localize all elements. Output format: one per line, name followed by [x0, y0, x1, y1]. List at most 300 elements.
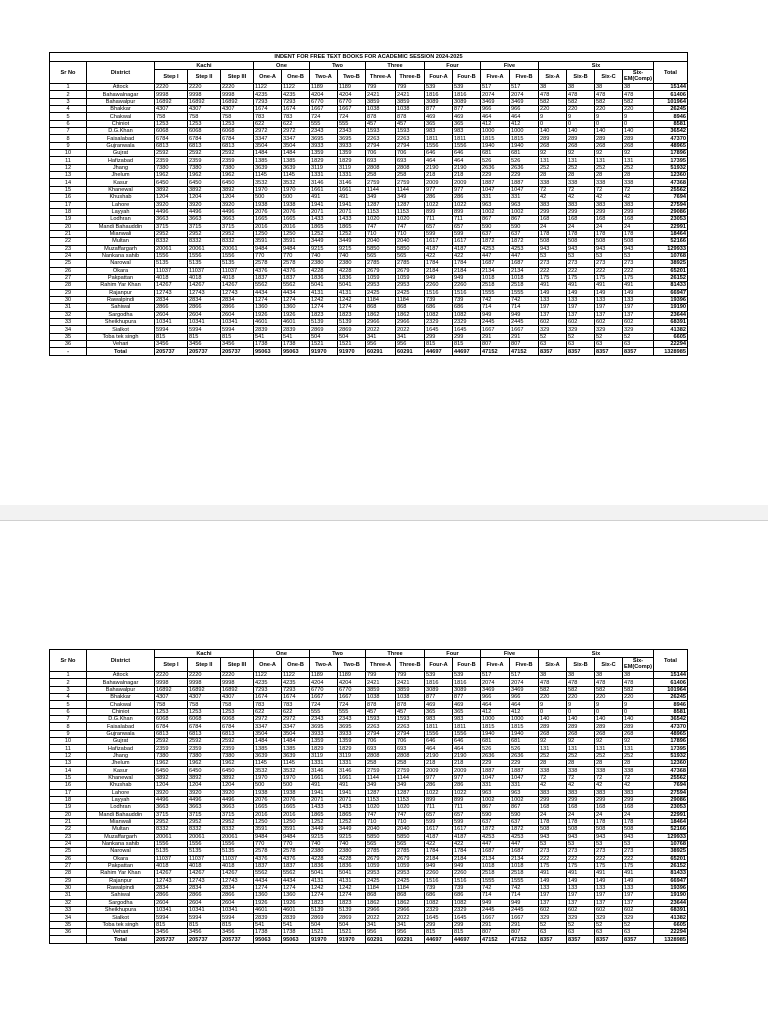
- cell-value: 983: [453, 128, 481, 135]
- col-header: One-A: [254, 658, 282, 672]
- col-header: Step III: [221, 658, 254, 672]
- cell-value: 637: [481, 818, 510, 825]
- cell-value: 447: [510, 252, 539, 259]
- cell-value: 1145: [282, 760, 310, 767]
- cell-value: 815: [155, 333, 188, 340]
- cell-value: 5994: [188, 326, 221, 333]
- cell-value: 38: [567, 672, 595, 679]
- cell-value: 3591: [282, 826, 310, 833]
- cell-value: 42: [539, 194, 567, 201]
- cell-value: 2329: [425, 319, 453, 326]
- cell-value: 963: [510, 201, 539, 208]
- cell-value: 3591: [254, 238, 282, 245]
- cell-total: 26152: [653, 274, 687, 281]
- cell-value: 949: [453, 274, 481, 281]
- table-row: [50, 84, 688, 91]
- cell-value: 868: [366, 304, 396, 311]
- cell-value: 517: [510, 672, 539, 679]
- cell-value: 2759: [366, 767, 396, 774]
- cell-value: 1836: [338, 862, 366, 869]
- cell-value: 1816: [425, 679, 453, 686]
- cell-district: Rawalpindi: [87, 884, 155, 891]
- table-row: [50, 120, 688, 127]
- cell-value: 4018: [221, 274, 254, 281]
- cell-value: 1674: [254, 106, 282, 113]
- cell-value: 740: [310, 840, 338, 847]
- cell-value: 95063: [282, 936, 310, 943]
- cell-sr-no: [50, 936, 87, 943]
- cell-value: 1022: [453, 789, 481, 796]
- cell-value: 4131: [310, 877, 338, 884]
- cell-value: 197: [539, 304, 567, 311]
- cell-value: 92: [595, 150, 623, 157]
- cell-value: 2076: [282, 208, 310, 215]
- cell-value: 4187: [453, 833, 481, 840]
- cell-value: 1816: [425, 91, 453, 98]
- cell-value: 2074: [481, 91, 510, 98]
- cell-value: 4018: [188, 862, 221, 869]
- cell-value: 1274: [254, 884, 282, 891]
- cell-value: 5994: [155, 914, 188, 921]
- cell-value: 329: [623, 326, 654, 333]
- cell-value: 9: [595, 113, 623, 120]
- cell-value: 1887: [510, 179, 539, 186]
- cell-value: 2759: [396, 767, 425, 774]
- cell-value: 2966: [396, 319, 425, 326]
- cell-value: 447: [510, 840, 539, 847]
- col-header: Three-A: [366, 70, 396, 84]
- cell-value: 341: [396, 921, 425, 928]
- cell-value: 2380: [310, 848, 338, 855]
- cell-value: 0: [567, 120, 595, 127]
- cell-value: 329: [595, 326, 623, 333]
- cell-value: 541: [282, 921, 310, 928]
- cell-value: 2071: [338, 208, 366, 215]
- cell-value: 273: [623, 848, 654, 855]
- cell-value: 555: [338, 120, 366, 127]
- cell-value: 220: [567, 694, 595, 701]
- cell-value: 2604: [221, 899, 254, 906]
- cell-district: Rahim Yar Khan: [87, 282, 155, 289]
- cell-value: 2869: [310, 326, 338, 333]
- cell-value: 60291: [396, 348, 425, 355]
- cell-value: 1385: [282, 157, 310, 164]
- cell-value: 646: [425, 738, 453, 745]
- cell-value: 1287: [366, 201, 396, 208]
- cell-value: 338: [567, 767, 595, 774]
- cell-value: 252: [595, 164, 623, 171]
- cell-sr-no: 26: [50, 267, 87, 274]
- cell-value: 2022: [366, 914, 396, 921]
- cell-value: 2040: [366, 238, 396, 245]
- cell-total: 48965: [653, 142, 687, 149]
- cell-value: 299: [595, 796, 623, 803]
- cell-total: 23644: [653, 311, 687, 318]
- cell-value: 149: [623, 289, 654, 296]
- cell-value: 2071: [310, 796, 338, 803]
- cell-value: 4376: [282, 267, 310, 274]
- cell-value: 222: [623, 855, 654, 862]
- cell-value: 1962: [155, 760, 188, 767]
- cell-value: 599: [425, 230, 453, 237]
- cell-value: 63: [539, 929, 567, 936]
- cell-sr-no: 17: [50, 201, 87, 208]
- cell-value: 657: [425, 811, 453, 818]
- cell-value: 1667: [338, 694, 366, 701]
- cell-sr-no: 16: [50, 194, 87, 201]
- cell-value: 2022: [396, 326, 425, 333]
- cell-value: 273: [567, 260, 595, 267]
- cell-value: 137: [539, 899, 567, 906]
- cell-total: 81433: [653, 870, 687, 877]
- cell-value: 1189: [338, 672, 366, 679]
- cell-value: 1556: [453, 730, 481, 737]
- cell-value: 1970: [282, 186, 310, 193]
- cell-value: 469: [425, 701, 453, 708]
- cell-value: 175: [623, 274, 654, 281]
- cell-value: 10341: [221, 907, 254, 914]
- cell-district: Lodhran: [87, 804, 155, 811]
- cell-value: 329: [539, 914, 567, 921]
- cell-value: 24: [539, 223, 567, 230]
- cell-value: 149: [567, 877, 595, 884]
- cell-value: 681: [510, 738, 539, 745]
- cell-district: Chiniot: [87, 708, 155, 715]
- group-header-two: Two: [310, 62, 366, 70]
- cell-district: Hafizabad: [87, 745, 155, 752]
- cell-value: 12743: [155, 289, 188, 296]
- cell-value: 1204: [221, 782, 254, 789]
- cell-total: 41382: [653, 914, 687, 921]
- cell-sr-no: 27: [50, 274, 87, 281]
- table-row: [50, 150, 688, 157]
- cell-value: 5994: [221, 326, 254, 333]
- cell-total: 1328985: [653, 936, 687, 943]
- cell-value: 1153: [366, 208, 396, 215]
- cell-total: 51932: [653, 164, 687, 171]
- cell-value: 622: [282, 708, 310, 715]
- cell-value: 1059: [366, 274, 396, 281]
- group-header-four: Four: [425, 62, 481, 70]
- cell-value: 2636: [510, 164, 539, 171]
- cell-sr-no: 27: [50, 862, 87, 869]
- cell-total: 29086: [653, 796, 687, 803]
- col-header: Five-B: [510, 658, 539, 672]
- cell-value: 2220: [221, 672, 254, 679]
- cell-value: 16892: [221, 98, 254, 105]
- cell-value: 4307: [155, 106, 188, 113]
- table-row: [50, 341, 688, 348]
- cell-value: 943: [623, 245, 654, 252]
- cell-district: Bhakkar: [87, 694, 155, 701]
- cell-value: 3663: [221, 216, 254, 223]
- cell-value: 28: [595, 760, 623, 767]
- cell-value: 491: [338, 194, 366, 201]
- cell-value: 268: [595, 730, 623, 737]
- cell-value: 1556: [453, 142, 481, 149]
- cell-value: 1184: [396, 884, 425, 891]
- cell-sr-no: 28: [50, 282, 87, 289]
- cell-value: 268: [623, 730, 654, 737]
- cell-value: 1872: [510, 238, 539, 245]
- cell-value: 6784: [221, 135, 254, 142]
- cell-value: 878: [396, 701, 425, 708]
- cell-value: 9215: [338, 833, 366, 840]
- cell-value: 710: [366, 818, 396, 825]
- cell-value: 28: [539, 760, 567, 767]
- cell-value: 2421: [366, 679, 396, 686]
- cell-value: 681: [481, 150, 510, 157]
- cell-value: 3469: [481, 98, 510, 105]
- cell-value: 491: [623, 870, 654, 877]
- cell-value: 2359: [155, 157, 188, 164]
- cell-value: 2184: [425, 855, 453, 862]
- cell-value: 1938: [254, 201, 282, 208]
- cell-value: 3591: [254, 826, 282, 833]
- cell-value: 539: [453, 672, 481, 679]
- cell-value: 8332: [155, 826, 188, 833]
- cell-value: 539: [425, 84, 453, 91]
- cell-value: 72: [567, 774, 595, 781]
- document-page-1: [0, 0, 768, 505]
- col-header: Four-B: [453, 658, 481, 672]
- cell-value: 868: [396, 892, 425, 899]
- table-row: [50, 282, 688, 289]
- cell-value: 1962: [221, 760, 254, 767]
- table-row: [50, 326, 688, 333]
- cell-value: 517: [481, 672, 510, 679]
- cell-value: 140: [539, 716, 567, 723]
- cell-value: 6068: [188, 128, 221, 135]
- cell-value: 222: [539, 855, 567, 862]
- cell-value: 131: [623, 745, 654, 752]
- cell-sr-no: 34: [50, 326, 87, 333]
- cell-value: 1250: [254, 230, 282, 237]
- cell-value: 8357: [567, 936, 595, 943]
- cell-value: 706: [396, 150, 425, 157]
- cell-value: 4253: [481, 245, 510, 252]
- cell-value: 38: [539, 672, 567, 679]
- cell-value: 95063: [282, 348, 310, 355]
- cell-value: 6813: [221, 730, 254, 737]
- cell-value: 966: [510, 106, 539, 113]
- cell-value: 1145: [282, 172, 310, 179]
- cell-value: 1484: [254, 738, 282, 745]
- cell-value: 1253: [155, 708, 188, 715]
- table-row: [50, 855, 688, 862]
- cell-value: 949: [425, 862, 453, 869]
- cell-value: 1926: [282, 899, 310, 906]
- cell-value: 1020: [396, 804, 425, 811]
- cell-value: 1667: [481, 326, 510, 333]
- cell-value: 1836: [338, 274, 366, 281]
- cell-sr-no: 28: [50, 870, 87, 877]
- cell-value: 1862: [396, 899, 425, 906]
- cell-value: 9215: [310, 833, 338, 840]
- cell-value: 770: [282, 840, 310, 847]
- cell-value: 331: [510, 782, 539, 789]
- cell-value: 5135: [188, 260, 221, 267]
- cell-value: 1940: [481, 730, 510, 737]
- cell-district: Toba tek singh: [87, 333, 155, 340]
- cell-value: 706: [366, 738, 396, 745]
- cell-value: 4434: [282, 877, 310, 884]
- cell-value: 1556: [188, 840, 221, 847]
- cell-value: 2578: [282, 848, 310, 855]
- cell-value: 168: [595, 216, 623, 223]
- cell-value: 491: [595, 282, 623, 289]
- cell-value: 711: [453, 216, 481, 223]
- cell-value: 63: [623, 341, 654, 348]
- cell-value: 47152: [481, 936, 510, 943]
- cell-value: 205737: [221, 936, 254, 943]
- cell-value: 758: [221, 701, 254, 708]
- cell-value: 1667: [481, 914, 510, 921]
- cell-value: 739: [425, 884, 453, 891]
- cell-value: 3119: [338, 164, 366, 171]
- cell-value: 1204: [188, 782, 221, 789]
- cell-district: Faisalabad: [87, 135, 155, 142]
- cell-value: 4376: [254, 267, 282, 274]
- cell-value: 16892: [155, 686, 188, 693]
- cell-value: 1287: [366, 789, 396, 796]
- cell-value: 2839: [282, 326, 310, 333]
- cell-value: 1593: [366, 128, 396, 135]
- cell-district: Lahore: [87, 789, 155, 796]
- cell-sr-no: 2: [50, 91, 87, 98]
- cell-value: 1018: [481, 862, 510, 869]
- cell-value: 2040: [396, 238, 425, 245]
- cell-value: 2869: [338, 914, 366, 921]
- col-header-district: District: [87, 650, 155, 672]
- cell-value: 2220: [221, 84, 254, 91]
- cell-value: 637: [481, 230, 510, 237]
- cell-total: 27594: [653, 201, 687, 208]
- cell-value: 815: [188, 921, 221, 928]
- cell-sr-no: 3: [50, 98, 87, 105]
- cell-value: 1667: [310, 694, 338, 701]
- cell-value: 478: [567, 91, 595, 98]
- cell-value: 582: [567, 98, 595, 105]
- cell-value: 464: [510, 113, 539, 120]
- cell-value: 3469: [510, 98, 539, 105]
- cell-value: 2636: [481, 164, 510, 171]
- cell-district: Okara: [87, 267, 155, 274]
- cell-value: 42: [595, 782, 623, 789]
- cell-value: 383: [567, 201, 595, 208]
- cell-value: 1038: [396, 694, 425, 701]
- cell-value: 178: [539, 818, 567, 825]
- cell-value: 1274: [282, 296, 310, 303]
- cell-value: 2009: [453, 179, 481, 186]
- cell-value: 491: [310, 782, 338, 789]
- cell-value: 602: [539, 907, 567, 914]
- cell-value: 491: [539, 870, 567, 877]
- cell-value: 3695: [338, 723, 366, 730]
- cell-value: 1274: [338, 304, 366, 311]
- table-row: [50, 106, 688, 113]
- cell-sr-no: 13: [50, 172, 87, 179]
- cell-value: 205737: [155, 348, 188, 355]
- cell-value: 2190: [425, 164, 453, 171]
- cell-value: 3347: [254, 723, 282, 730]
- cell-value: 4307: [155, 694, 188, 701]
- cell-value: 582: [623, 98, 654, 105]
- cell-value: 8332: [221, 238, 254, 245]
- cell-value: 4228: [310, 855, 338, 862]
- table-body: [50, 84, 688, 356]
- cell-value: 983: [425, 716, 453, 723]
- cell-value: 42: [623, 782, 654, 789]
- cell-value: 742: [510, 296, 539, 303]
- cell-value: 1385: [254, 745, 282, 752]
- cell-total: 22294: [653, 929, 687, 936]
- cell-value: 3639: [282, 164, 310, 171]
- cell-value: 1556: [188, 252, 221, 259]
- cell-total: 41382: [653, 326, 687, 333]
- cell-value: 329: [623, 914, 654, 921]
- cell-value: 3146: [338, 179, 366, 186]
- cell-value: 1815: [510, 135, 539, 142]
- table-row: [50, 884, 688, 891]
- cell-value: 286: [453, 782, 481, 789]
- cell-district: Khushab: [87, 194, 155, 201]
- cell-value: 5041: [310, 870, 338, 877]
- cell-value: 2972: [282, 716, 310, 723]
- cell-value: 10341: [155, 907, 188, 914]
- cell-value: 289: [623, 723, 654, 730]
- cell-value: 349: [366, 782, 396, 789]
- cell-value: 491: [623, 282, 654, 289]
- cell-sr-no: 24: [50, 252, 87, 259]
- cell-sr-no: 30: [50, 884, 87, 891]
- cell-value: 3591: [282, 238, 310, 245]
- cell-total: 6605: [653, 921, 687, 928]
- cell-value: 133: [623, 884, 654, 891]
- title-row: [50, 53, 688, 62]
- cell-total: 22991: [653, 811, 687, 818]
- cell-value: 5562: [282, 870, 310, 877]
- cell-value: 72: [595, 186, 623, 193]
- cell-value: 478: [595, 91, 623, 98]
- cell-value: 1962: [155, 172, 188, 179]
- cell-value: 9998: [155, 91, 188, 98]
- cell-value: 1002: [481, 208, 510, 215]
- cell-value: 1938: [282, 201, 310, 208]
- cell-value: 365: [425, 708, 453, 715]
- cell-value: 5562: [254, 282, 282, 289]
- cell-value: 2074: [510, 679, 539, 686]
- cell-value: 2839: [254, 326, 282, 333]
- cell-value: 140: [567, 128, 595, 135]
- cell-value: 541: [254, 921, 282, 928]
- cell-value: 6068: [188, 716, 221, 723]
- cell-value: 1887: [481, 179, 510, 186]
- table-row: [50, 91, 688, 98]
- cell-value: 877: [425, 106, 453, 113]
- cell-total: 101964: [653, 686, 687, 693]
- cell-value: 2022: [396, 914, 425, 921]
- cell-value: 137: [623, 311, 654, 318]
- cell-value: 175: [539, 274, 567, 281]
- cell-value: 2016: [254, 223, 282, 230]
- cell-value: 1331: [338, 172, 366, 179]
- cell-value: 1153: [396, 208, 425, 215]
- cell-value: 2220: [155, 84, 188, 91]
- cell-district: Faisalabad: [87, 723, 155, 730]
- cell-sr-no: 20: [50, 811, 87, 818]
- cell-value: 2184: [453, 267, 481, 274]
